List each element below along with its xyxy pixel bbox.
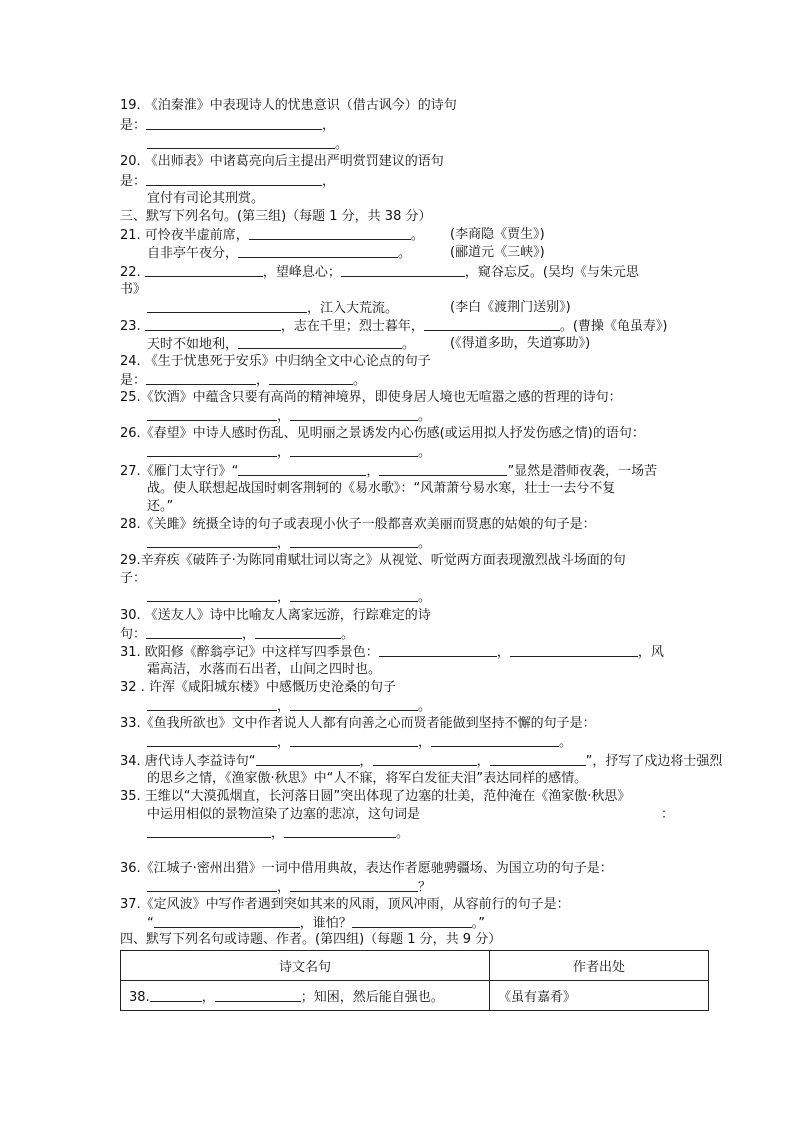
answer-blank[interactable]	[290, 879, 418, 892]
q23-source: (《得道多助，失道寡助》)	[450, 336, 591, 351]
q20-prompt: 20. 《出师表》中诸葛亮向后主提出严明赏罚建议的语句	[120, 154, 444, 169]
answer-blank[interactable]	[284, 825, 396, 838]
q22-source: (李白《渡荆门送别》)	[450, 300, 571, 315]
answer-blank[interactable]	[146, 372, 256, 385]
q35-line2: 中运用相似的景物渲染了边塞的悲凉，这句词是 ：	[147, 807, 674, 822]
answer-blank[interactable]	[154, 915, 300, 928]
answer-blank[interactable]	[146, 117, 322, 130]
q37-answer: “ ，谁怕？ 。”	[147, 916, 486, 931]
q29-answer: ， 。	[147, 589, 431, 606]
q24-prompt: 24. 《生于忧患死于安乐》中归纳全文中心论点的句子	[120, 354, 431, 369]
answer-blank[interactable]	[290, 408, 418, 421]
q29-prompt: 29.辛弃疾《破阵子·为陈同甫赋壮词以寄之》从视觉、听觉两方面表现激烈战斗场面的句	[120, 553, 626, 568]
q36-prompt: 36.《江城子·密州出猎》一词中借用典故，表达作者愿驰骋疆场、为国立功的句子是：	[120, 861, 613, 876]
answer-blank[interactable]	[238, 336, 402, 349]
q36-answer: ， ？	[147, 879, 431, 896]
q31-line1: 31. 欧阳修《醉翁亭记》中这样写四季景色： ， ，风	[120, 645, 664, 660]
answer-blank[interactable]	[215, 989, 301, 1002]
table-cell-q38: 38. ， ；知困，然后能自强也。	[121, 981, 490, 1011]
answer-blank[interactable]	[147, 879, 277, 892]
answer-blank[interactable]	[147, 589, 277, 602]
q24-line2: 是： ， 。	[120, 373, 367, 388]
q27-line2: 战。使人联想起战国时刺客荆轲的《易水歌》：“风萧萧兮易水寒，壮士一去兮不复	[147, 481, 616, 496]
q26-answer: ， 。	[147, 444, 431, 461]
q23-line2: 天时不如地利， 。	[147, 337, 416, 352]
q28-prompt: 28.《关雎》统摄全诗的句子或表现小伙子一般都喜欢美丽而贤惠的姑娘的句子是：	[120, 517, 596, 532]
q19-prompt: 19. 《泊秦淮》中表现诗人的忧患意识（借古讽今）的诗句	[120, 98, 457, 113]
q33-prompt: 33.《鱼我所欲也》文中作者说人人都有向善之心而贤者能做到坚持不懈的句子是：	[120, 716, 596, 731]
answer-blank[interactable]	[373, 753, 477, 766]
q22-line1: 22. ，望峰息心； ，窥谷忘反。(吴均《与朱元思	[120, 265, 639, 280]
q27-line3: 还。”	[147, 499, 174, 514]
q22-line2: 书》	[120, 282, 147, 297]
table-header-row	[121, 951, 709, 981]
q33-answer: ， ， 。	[147, 734, 572, 751]
answer-blank[interactable]	[510, 644, 638, 657]
section3-heading: 三、默写下列名句。(第三组)（每题 1 分，共 38 分）	[120, 209, 432, 224]
q27-line1: 27.《雁门太守行》“ ， ”显然是潜师夜袭，一场苦	[120, 464, 658, 479]
q25-answer: ， 。	[147, 408, 431, 425]
table-row	[121, 981, 709, 1011]
answer-blank[interactable]	[147, 535, 277, 548]
answer-blank[interactable]	[147, 300, 307, 313]
answer-blank[interactable]	[238, 463, 366, 476]
answer-blank[interactable]	[379, 463, 507, 476]
q37-prompt: 37.《定风波》中写作者遇到突如其来的风雨，顶风冲雨，从容前行的句子是：	[120, 897, 570, 912]
q35-line1: 35. 王维以“大漠孤烟直，长河落日圆”突出体现了边塞的壮美，范仲淹在《渔家傲·秋思》	[120, 789, 631, 804]
answer-blank[interactable]	[146, 173, 322, 186]
q20-line2: 是： ，	[120, 174, 336, 189]
table-header-source: 作者出处	[490, 951, 709, 981]
q34-line1: 34. 唐代诗人李益诗句“ ， ， ”，抒写了戍边将士强烈	[120, 754, 723, 769]
answer-blank[interactable]	[147, 444, 277, 457]
answer-blank[interactable]	[147, 136, 335, 149]
answer-blank[interactable]	[255, 626, 341, 639]
answer-blank[interactable]	[147, 734, 277, 747]
q30-prompt: 30. 《送友人》诗中比喻友人离家远游，行踪难定的诗	[120, 608, 431, 623]
q32-prompt: 32 . 许浑《咸阳城东楼》中感慨历史沧桑的句子	[120, 680, 396, 695]
q23-line1: 23. ，志在千里；烈士暮年， 。(曹操《龟虽寿》)	[120, 319, 668, 334]
q34-line2: 的思乡之情，《渔家傲·秋思》中“人不寐，将军白发征夫泪”表达同样的感情。	[147, 771, 588, 786]
q19-line2: 是： ，	[120, 118, 336, 133]
answer-blank[interactable]	[147, 408, 277, 421]
answer-blank[interactable]	[290, 444, 418, 457]
answer-blank[interactable]	[238, 245, 398, 258]
answer-blank[interactable]	[431, 734, 559, 747]
q21-line2: 自非亭午夜分， 。	[147, 246, 412, 261]
answer-blank[interactable]	[290, 535, 418, 548]
q20-line3: 宜付有司论其刑赏。	[147, 191, 265, 206]
answer-blank[interactable]	[290, 698, 418, 711]
q22-line3: ，江入大荒流。	[147, 300, 398, 317]
answer-blank[interactable]	[147, 825, 271, 838]
q21-line1: 21. 可怜夜半虚前席， 。	[120, 228, 424, 243]
table-cell-source: 《虽有嘉肴》	[490, 981, 709, 1011]
answer-blank[interactable]	[490, 753, 586, 766]
answer-blank[interactable]	[290, 589, 418, 602]
answer-blank[interactable]	[146, 626, 242, 639]
q31-line2: 霜高洁，水落而石出者，山间之四时也。	[147, 662, 382, 677]
answer-blank[interactable]	[341, 264, 465, 277]
q19-line3: 。	[147, 136, 348, 153]
q21-source1: (李商隐《贾生》)	[450, 227, 545, 242]
answer-blank[interactable]	[352, 915, 472, 928]
q26-prompt: 26.《春望》中诗人感时伤乱、见明丽之景诱发内心伤感(或运用拟人抒发伤感之情)的语句：	[120, 426, 645, 441]
table-header-poem: 诗文名句	[121, 951, 490, 981]
answer-blank[interactable]	[249, 227, 411, 240]
q28-answer: ， 。	[147, 535, 431, 552]
section4-heading: 四、默写下列名句或诗题、作者。(第四组)（每题 1 分，共 9 分）	[120, 932, 502, 947]
answer-blank[interactable]	[145, 318, 281, 331]
answer-blank[interactable]	[150, 989, 202, 1002]
q21-source2: (郦道元《三峡》)	[450, 245, 545, 260]
answer-blank[interactable]	[147, 698, 277, 711]
q29-line2: 子：	[120, 571, 147, 586]
q30-line2: 句： ， 。	[120, 627, 355, 642]
answer-table	[120, 950, 709, 1011]
q25-prompt: 25.《饮酒》中蕴含只要有高尚的精神境界，即使身居人境也无喧嚣之感的哲理的诗句：	[120, 390, 622, 405]
answer-blank[interactable]	[269, 372, 353, 385]
answer-blank[interactable]	[290, 734, 418, 747]
answer-blank[interactable]	[256, 753, 360, 766]
q32-answer: ， 。	[147, 698, 431, 715]
answer-blank[interactable]	[145, 264, 263, 277]
q35-line3: ， 。	[147, 825, 409, 842]
answer-blank[interactable]	[379, 644, 497, 657]
answer-blank[interactable]	[424, 318, 560, 331]
